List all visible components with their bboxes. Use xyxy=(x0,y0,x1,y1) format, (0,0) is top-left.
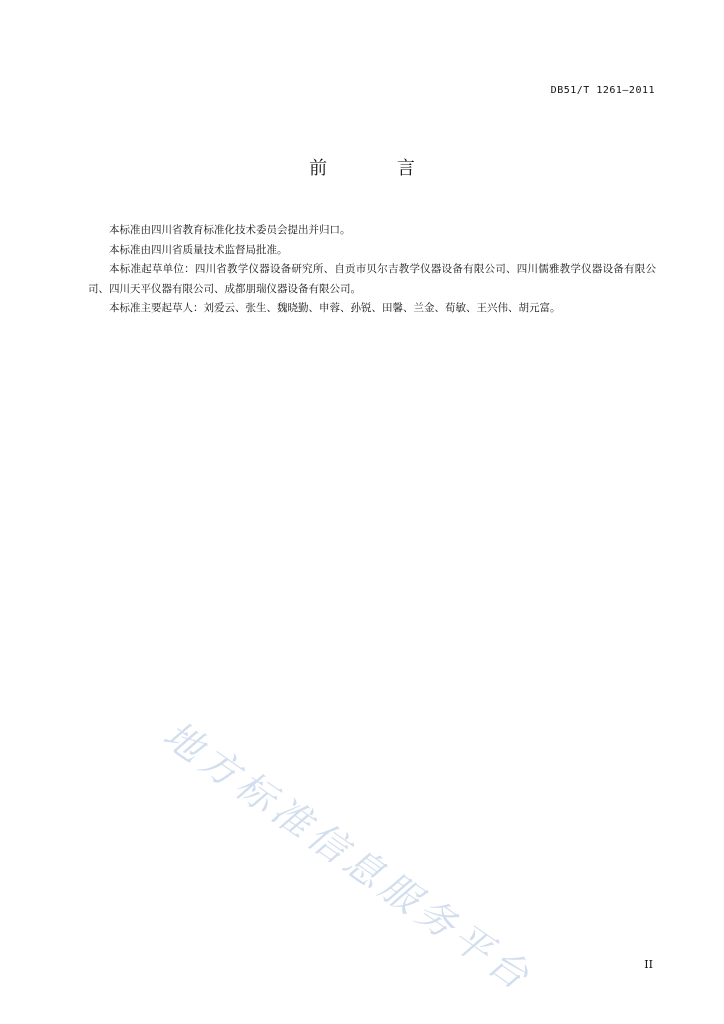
paragraph-drafting-units: 本标准起草单位：四川省教学仪器设备研究所、自贡市贝尔吉教学仪器设备有限公司、四川儒雅教学仪器设备有限公司、四川天平仪器有限公司、成都朋瑞仪器设备有限公司。 xyxy=(88,263,656,295)
body-text xyxy=(88,221,656,319)
page-title: 前 言 xyxy=(309,158,447,179)
paragraph-drafters: 本标准主要起草人：刘爱云、张生、魏晓勤、申蓉、孙锐、田馨、兰金、荀敏、王兴伟、胡元富。 xyxy=(109,302,561,314)
standard-code: DB51/T 1261—2011 xyxy=(550,85,655,96)
watermark: 地方标准信息服务平台 xyxy=(155,712,542,1001)
page-number: II xyxy=(644,958,653,971)
paragraph-approver: 本标准由四川省质量技术监督局批准。 xyxy=(109,243,288,256)
paragraph-proposer: 本标准由四川省教育标准化技术委员会提出并归口。 xyxy=(109,224,351,236)
